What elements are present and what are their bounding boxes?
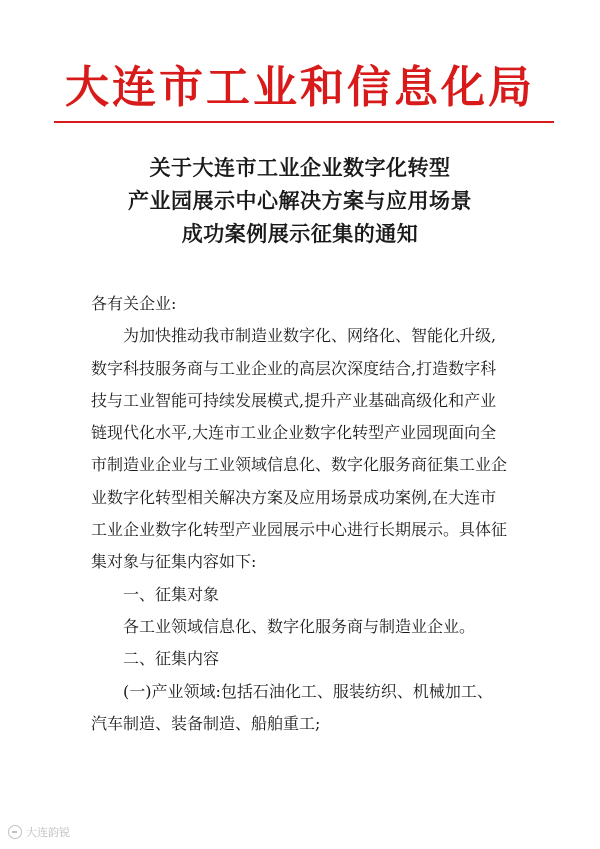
- paragraph-line: 为加快推动我市制造业数字化、网络化、智能化升级,: [123, 326, 497, 346]
- watermark: [8, 824, 70, 840]
- title-line-2: 产业园展示中心解决方案与应用场景: [128, 189, 472, 213]
- paragraph-line: 技与工业智能可持续发展模式,提升产业基础高级化和产业: [91, 390, 497, 410]
- paragraph-line: 工业企业数字化转型产业园展示中心进行长期展示。具体征: [91, 520, 508, 540]
- watermark-text: 大连韵锐: [26, 826, 70, 839]
- section-1-text: 各工业领域信息化、数字化服务商与制造业企业。: [123, 616, 476, 636]
- paragraph-line: 数字科技服务商与工业企业的高层次深度结合,打造数字科: [91, 358, 497, 378]
- paragraph-line: 业数字化转型相关解决方案及应用场景成功案例,在大连市: [91, 487, 497, 507]
- title-line-3: 成功案例展示征集的通知: [181, 222, 419, 246]
- paragraph-line: 市制造业企业与工业领域信息化、数字化服务商征集工业企: [91, 455, 508, 475]
- salutation: 各有关企业:: [91, 294, 177, 313]
- title-line-1: 关于大连市工业企业数字化转型: [149, 156, 451, 180]
- camera-icon: [8, 825, 22, 839]
- section-2-item-1-cont: 汽车制造、装备制造、船舶重工;: [91, 713, 321, 733]
- agency-masthead: 大连市工业和信息化局: [65, 62, 535, 113]
- section-2-heading: 二、征集内容: [123, 649, 220, 669]
- paragraph-line: 链现代化水平,大连市工业企业数字化转型产业园现面向全: [91, 423, 497, 443]
- notice-body: [91, 288, 553, 740]
- section-2-item-1: (一)产业领域:包括石油化工、服装纺织、机械加工、: [123, 681, 493, 701]
- notice-title: [0, 152, 600, 251]
- section-1-heading: 一、征集对象: [123, 584, 220, 604]
- paragraph-line: 集对象与征集内容如下:: [91, 552, 257, 572]
- red-divider-line: [54, 121, 554, 123]
